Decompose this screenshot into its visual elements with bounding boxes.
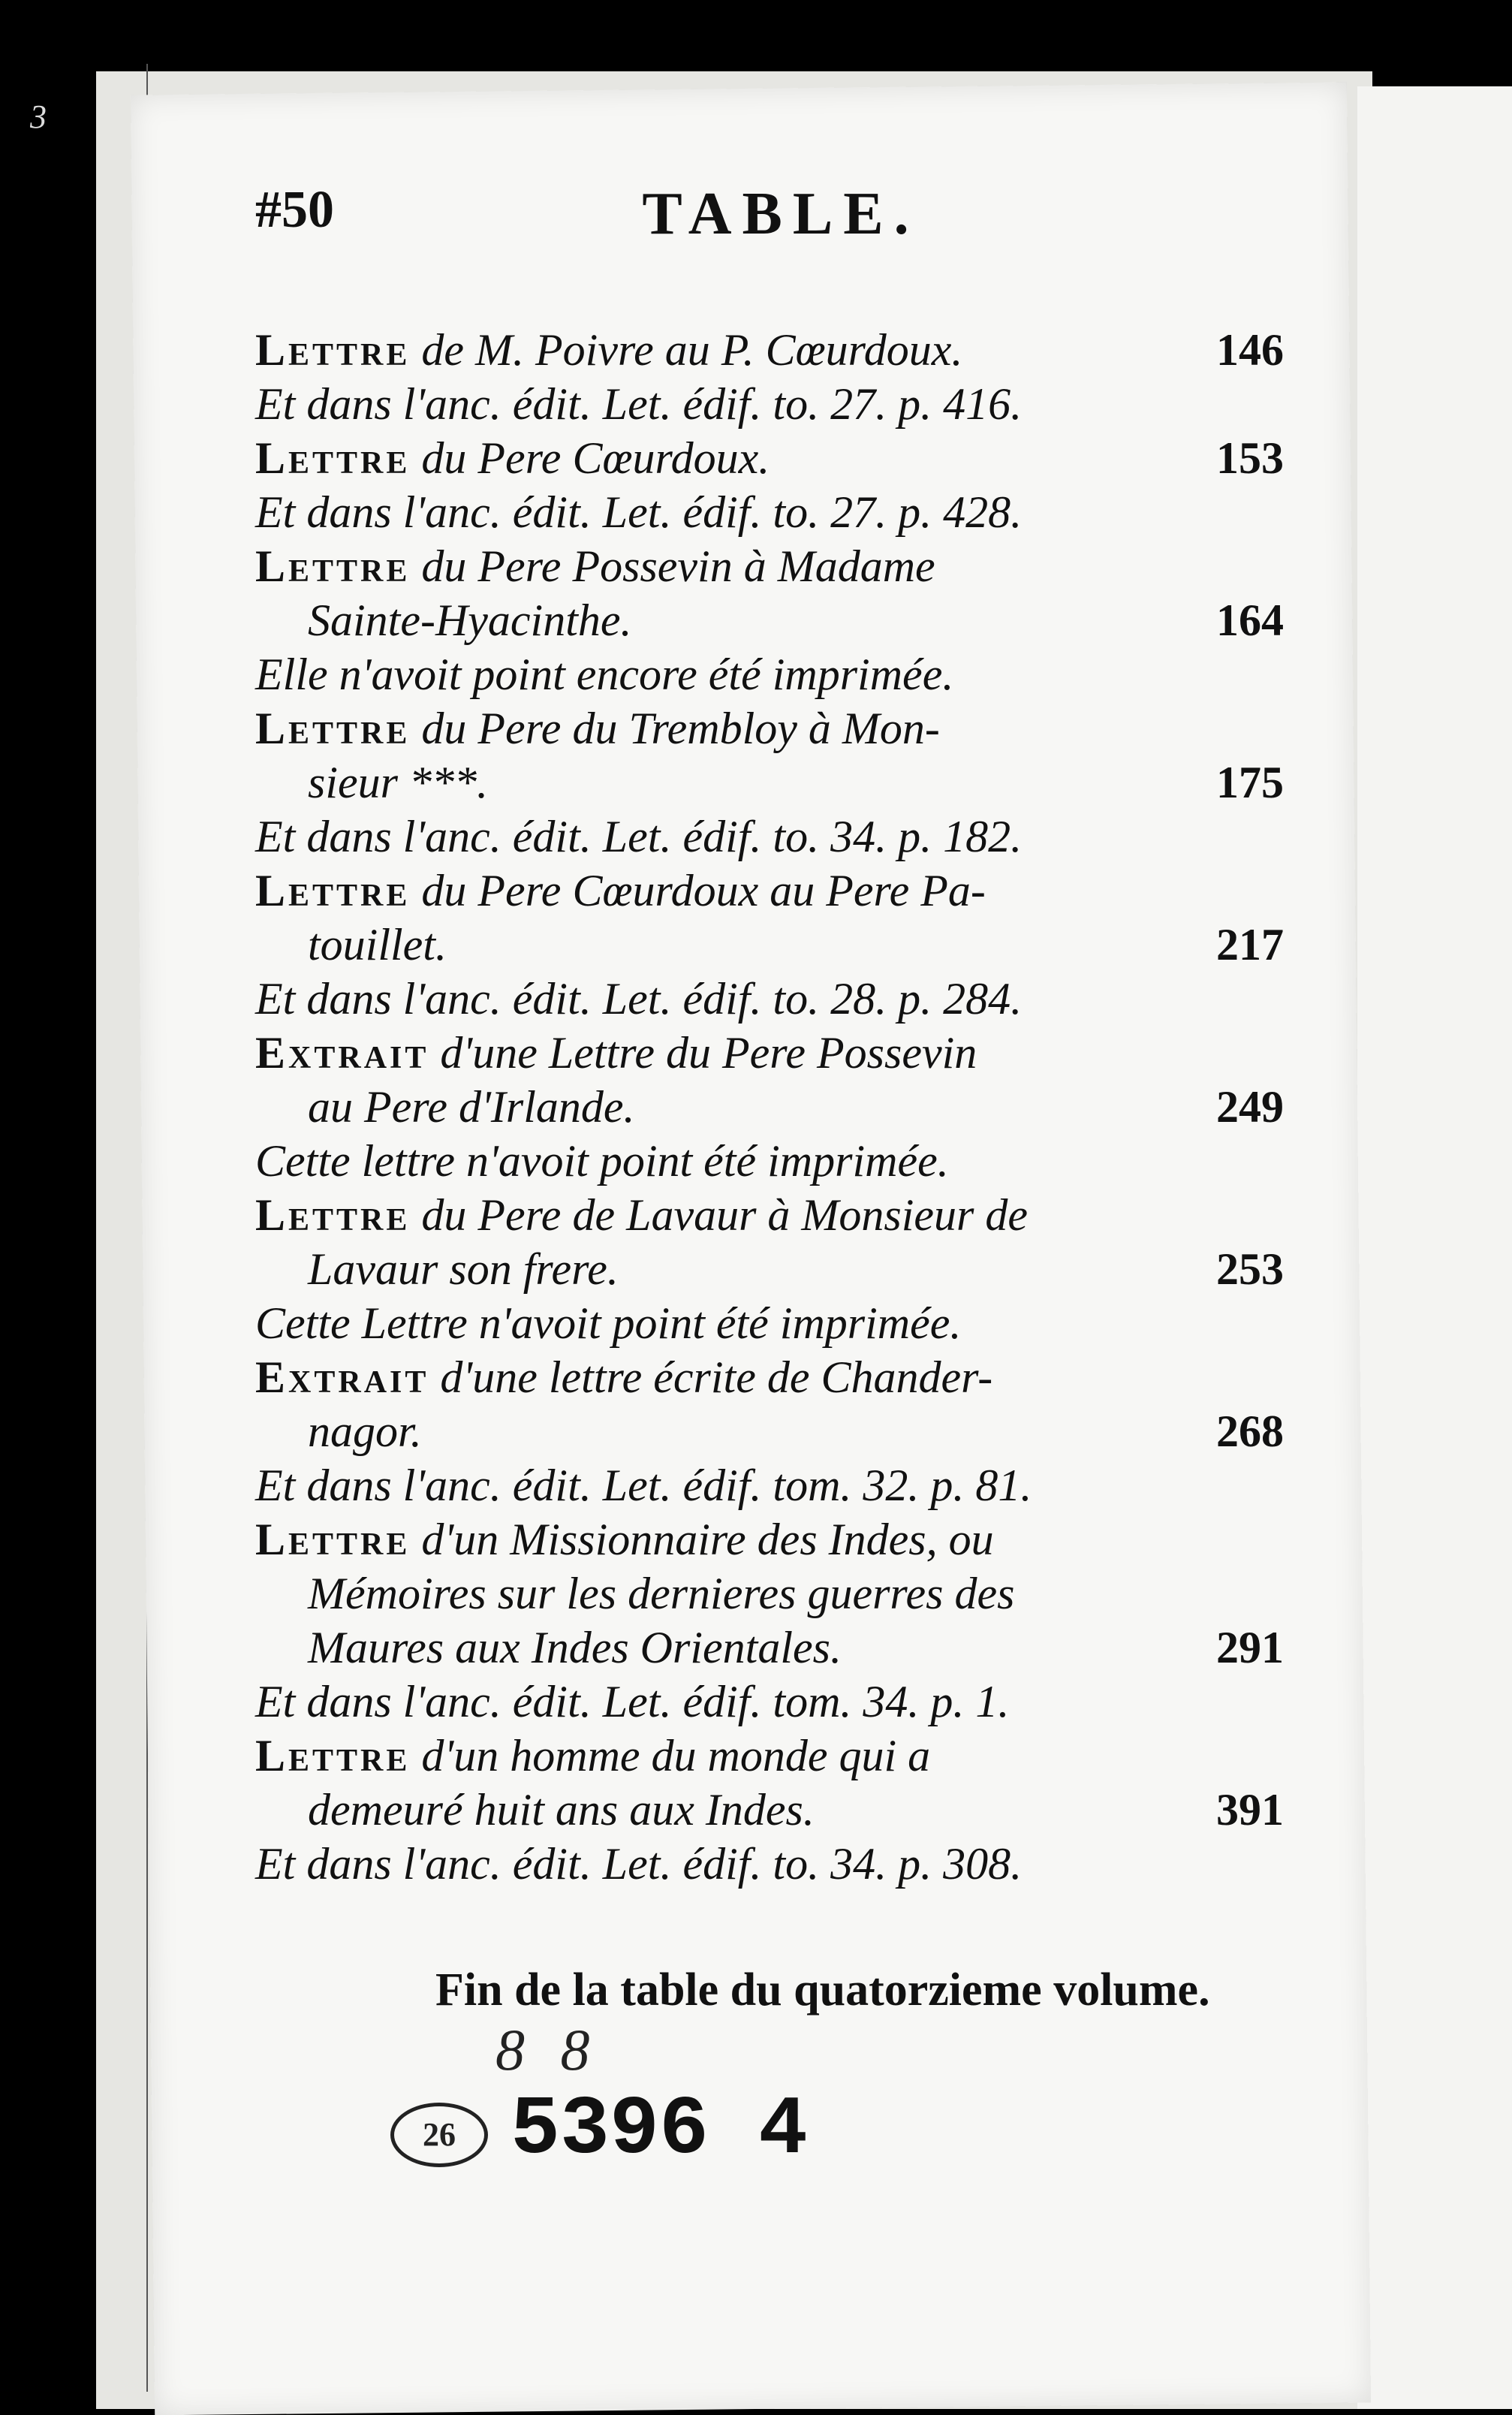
entry-page-number: 146 <box>1216 325 1284 375</box>
entry-text: Elle n'avoit point encore été imprimée. <box>255 650 954 699</box>
toc-line <box>255 323 1284 377</box>
toc-line <box>255 755 1284 810</box>
entry-text: Sainte-Hyacinthe. <box>308 595 632 645</box>
toc-line <box>255 810 1284 864</box>
entry-text: d'une lettre écrite de Chander- <box>429 1352 993 1402</box>
page-title: TABLE. <box>642 181 920 247</box>
entry-page-number: 391 <box>1216 1785 1284 1835</box>
entry-text: Et dans l'anc. édit. Let. édif. to. 34. p. 182. <box>255 812 1023 861</box>
entry-text: Mémoires sur les dernieres guerres des <box>308 1569 1015 1618</box>
entry-keyword: Lettre <box>255 866 411 915</box>
entry-text: du Pere du Trembloy à Mon- <box>410 704 940 753</box>
toc-line <box>255 1026 1284 1080</box>
entry-keyword: Lettre <box>255 1731 411 1780</box>
entry-keyword: Lettre <box>255 1515 411 1564</box>
toc-line <box>255 1188 1284 1242</box>
entry-text: Cette lettre n'avoit point été imprimée. <box>255 1136 949 1186</box>
entry-text: demeuré huit ans aux Indes. <box>308 1785 815 1835</box>
toc-line <box>255 1837 1284 1891</box>
entry-text: d'un Missionnaire des Indes, ou <box>410 1515 994 1564</box>
entry-text: de M. Poivre au P. Cœurdoux. <box>410 325 963 375</box>
entry-text: du Pere Cœurdoux. <box>410 433 770 483</box>
entry-text: Lavaur son frere. <box>308 1244 619 1294</box>
entry-text: nagor. <box>308 1406 422 1456</box>
entry-keyword: Extrait <box>255 1352 429 1402</box>
entry-text: Et dans l'anc. édit. Let. édif. to. 28. p. 284. <box>255 974 1023 1024</box>
toc-line <box>255 1458 1284 1512</box>
entry-text: Et dans l'anc. édit. Let. édif. to. 27. p. 416. <box>255 379 1023 429</box>
entry-keyword: Extrait <box>255 1028 429 1078</box>
toc-line <box>255 972 1284 1026</box>
entry-text: au Pere d'Irlande. <box>308 1082 635 1132</box>
margin-mark: 3 <box>30 98 47 135</box>
toc-line <box>255 1350 1284 1404</box>
toc-line <box>255 539 1284 593</box>
toc-line <box>255 864 1284 918</box>
entry-page-number: 217 <box>1216 920 1284 969</box>
toc-line <box>255 593 1284 647</box>
toc-line <box>255 431 1284 485</box>
toc-line <box>255 1512 1284 1566</box>
entry-page-number: 249 <box>1216 1082 1284 1132</box>
toc-line <box>255 485 1284 539</box>
toc-line <box>255 1296 1284 1350</box>
toc-line <box>255 1134 1284 1188</box>
entry-text: Et dans l'anc. édit. Let. édif. to. 34. p. 308. <box>255 1839 1023 1889</box>
entry-keyword: Lettre <box>255 433 411 483</box>
library-stamp: 26 <box>390 2103 488 2167</box>
end-of-table-note: Fin de la table du quatorzieme volume. <box>435 1964 1210 2016</box>
table-of-contents <box>255 323 1284 1891</box>
entry-text: Et dans l'anc. édit. Let. édif. tom. 32. p. 81. <box>255 1461 1032 1510</box>
adjacent-blank-page <box>1357 86 1512 2409</box>
toc-line <box>255 1675 1284 1729</box>
toc-line <box>255 1242 1284 1296</box>
entry-keyword: Lettre <box>255 325 411 375</box>
entry-text: d'un homme du monde qui a <box>410 1731 931 1780</box>
entry-keyword: Lettre <box>255 704 411 753</box>
entry-text: Et dans l'anc. édit. Let. édif. tom. 34. p. 1. <box>255 1677 1010 1726</box>
toc-line <box>255 1080 1284 1134</box>
page-header <box>255 180 1306 263</box>
toc-line <box>255 1729 1284 1783</box>
handwritten-mark: 8 8 <box>495 2017 601 2082</box>
entry-text: touillet. <box>308 920 447 969</box>
toc-line <box>255 1783 1284 1837</box>
entry-text: Cette Lettre n'avoit point été imprimée. <box>255 1298 962 1348</box>
toc-line <box>255 647 1284 701</box>
entry-text: Et dans l'anc. édit. Let. édif. to. 27. p. 428. <box>255 487 1023 537</box>
entry-text: sieur ***. <box>308 758 488 807</box>
toc-line <box>255 1404 1284 1458</box>
entry-keyword: Lettre <box>255 541 411 591</box>
entry-text: d'une Lettre du Pere Possevin <box>429 1028 977 1078</box>
entry-page-number: 164 <box>1216 595 1284 645</box>
entry-text: du Pere Cœurdoux au Pere Pa- <box>410 866 986 915</box>
entry-text: du Pere Possevin à Madame <box>410 541 935 591</box>
entry-text: du Pere de Lavaur à Monsieur de <box>410 1190 1029 1240</box>
toc-line <box>255 918 1284 972</box>
toc-line <box>255 1566 1284 1621</box>
toc-line <box>255 701 1284 755</box>
toc-line <box>255 377 1284 431</box>
entry-page-number: 153 <box>1216 433 1284 483</box>
entry-text: Maures aux Indes Orientales. <box>308 1623 842 1672</box>
entry-page-number: 291 <box>1216 1623 1284 1672</box>
entry-page-number: 175 <box>1216 758 1284 807</box>
toc-line <box>255 1621 1284 1675</box>
entry-page-number: 268 <box>1216 1406 1284 1456</box>
entry-keyword: Lettre <box>255 1190 411 1240</box>
entry-page-number: 253 <box>1216 1244 1284 1294</box>
catalog-number: 5396 4 <box>511 2084 809 2178</box>
page-number: #50 <box>255 181 334 239</box>
